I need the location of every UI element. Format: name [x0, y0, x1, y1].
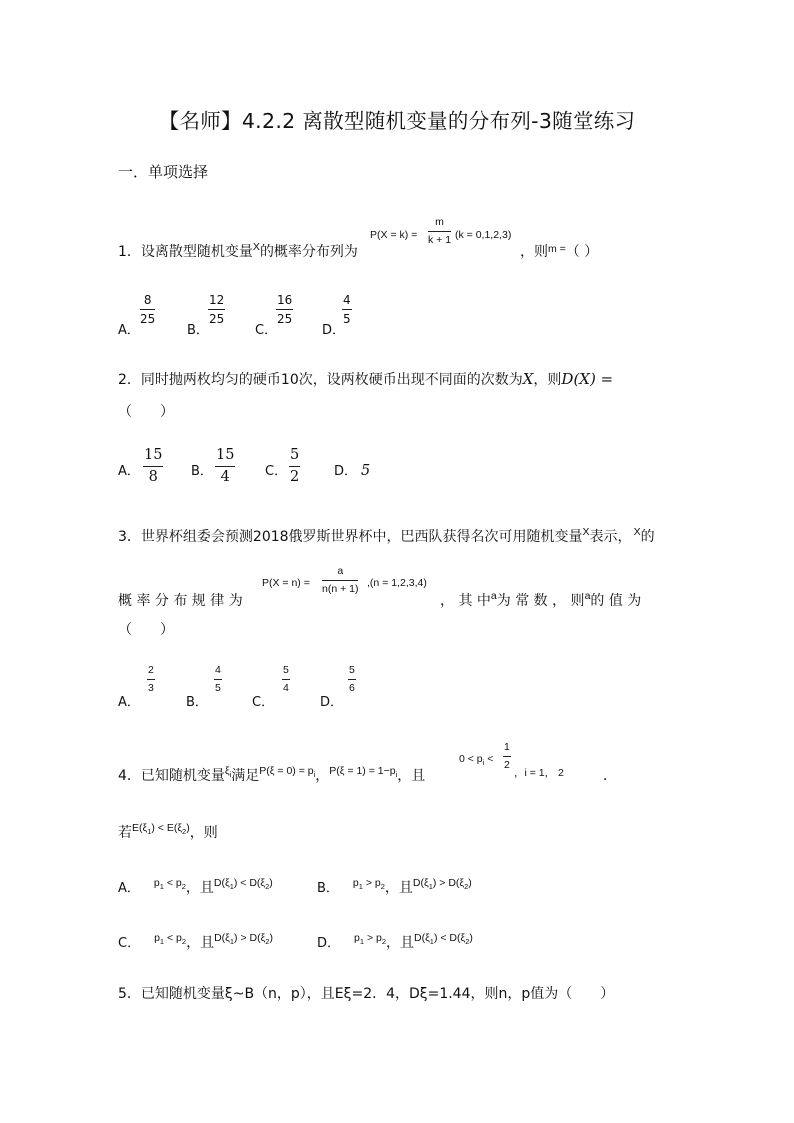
q4-option-b-p: p	[352, 877, 359, 889]
q4-option-b-d: D(ξ	[412, 877, 429, 889]
q3-var-2: X	[633, 526, 641, 538]
q4-option-a[interactable]: A． $^{p_1 < p_2}$，且$^{D(\xi_1) < D(\xi_2)}$	[118, 877, 273, 896]
q4-option-c-and: ，且	[186, 935, 215, 951]
q2-option-b-label[interactable]: B．	[191, 464, 213, 479]
q2-option-b-fraction[interactable]	[215, 448, 235, 484]
q4-option-a-and: ，且	[185, 880, 214, 896]
q2-text-b: ，则	[533, 372, 562, 388]
q4-option-d-and: ，且	[386, 935, 415, 951]
q1-option-b-label[interactable]: B．	[187, 323, 209, 338]
q3-a-var-2: a	[584, 590, 591, 602]
q1-formula-den: k + 1	[428, 231, 451, 246]
q1-option-d-num: 4	[343, 293, 351, 307]
q1-tail	[520, 241, 598, 261]
q2-option-c-num: 5	[290, 447, 300, 463]
q4-f1-sub: i	[313, 770, 316, 779]
q3-line2-d: 的 值 为	[590, 593, 642, 609]
q1-option-d-fraction[interactable]	[342, 294, 352, 325]
q3-line1	[118, 526, 655, 546]
q4-option-a-label: A．	[118, 881, 140, 896]
q2-option-d-label[interactable]	[334, 460, 370, 479]
q3-formula-num: a	[337, 565, 344, 577]
q2-option-c-fraction[interactable]	[289, 448, 300, 484]
q1-option-d-den: 5	[342, 309, 352, 325]
q3-option-a-num: 2	[148, 664, 154, 676]
q4-option-c-label: C．	[118, 936, 141, 951]
q4-option-b-rel: > p	[362, 877, 381, 889]
q4-xi: ξ	[224, 765, 230, 777]
q1-option-c-num: 16	[277, 293, 293, 307]
q2-option-a-label[interactable]: A．	[118, 464, 140, 479]
q3-option-c-num: 5	[283, 664, 289, 676]
q2-paren: （ ）	[118, 404, 174, 420]
q3-formula-left: P(X = n) =	[262, 577, 310, 589]
q4-line2-f: E(ξ	[132, 822, 148, 834]
q3-option-a-fraction[interactable]	[147, 665, 155, 693]
q3-option-c-den: 4	[282, 679, 290, 694]
q2-option-c-den: 2	[289, 466, 300, 485]
question-5-text: 5．已知随机变量ξ~B（n，p），且Eξ=2．4，Dξ=1.44，则n，p值为（ ）	[118, 986, 615, 1002]
q2-dx: D(X) =	[561, 370, 614, 388]
q4-line2-f2: ) < E(ξ	[151, 822, 183, 834]
q4-option-b-label: B．	[317, 881, 339, 896]
q2-option-a-fraction[interactable]	[143, 448, 163, 484]
q3-option-d-fraction[interactable]	[348, 665, 356, 693]
q4-option-c-drel: ) > D(ξ	[234, 932, 266, 944]
q1-option-c-fraction[interactable]	[276, 294, 293, 325]
q4-cond-num: 1	[504, 741, 510, 753]
q3-option-b-num: 4	[215, 664, 221, 676]
q3-line1-c: 的	[640, 529, 655, 545]
q3-option-c-label[interactable]: C．	[252, 695, 275, 710]
q4-cond-left	[459, 753, 493, 765]
q4-comma: ，	[315, 768, 330, 784]
q1-option-c-den: 25	[276, 309, 293, 325]
q4-option-a-rel: < p	[163, 877, 182, 889]
q1-formula-fraction	[428, 217, 451, 245]
q1-formula-num: m	[435, 216, 444, 228]
q4-line2-f3: )	[186, 822, 190, 834]
q1-text	[118, 241, 358, 261]
q4-option-a-d: D(ξ	[213, 877, 230, 889]
q4-cond-mid: <	[484, 753, 494, 765]
q4-option-a-p: p	[153, 877, 160, 889]
q4-xi-sub: i	[229, 770, 232, 779]
q1-option-a-fraction[interactable]	[140, 294, 155, 325]
q3-formula-fraction	[322, 566, 358, 594]
q3-a-var: a	[490, 590, 497, 602]
q1-option-b-fraction[interactable]	[208, 294, 225, 325]
q1-text-b: 的概率分布列为	[259, 244, 358, 260]
q3-formula-right: ,(n = 1,2,3,4)	[367, 577, 427, 589]
q2-text-a: 2．同时抛两枚均匀的硬币10次，设两枚硬币出现不同面的次数为	[118, 372, 523, 388]
q4-option-d-dend: )	[469, 932, 473, 944]
q1-text-c: ，则	[520, 244, 548, 260]
q3-line2-tail	[440, 590, 641, 610]
q1-text-a: 1．设离散型随机变量	[118, 244, 253, 260]
q3-formula-den: n(n + 1)	[322, 580, 358, 595]
q4-f1: P(ξ = 0) = p	[259, 765, 314, 777]
q3-option-d-num: 5	[349, 664, 355, 676]
q2-option-d-value: 5	[361, 463, 371, 479]
q2-text	[118, 369, 613, 389]
q4-option-d-p: p	[354, 932, 360, 944]
q4-option-b-and: ，且	[384, 880, 413, 896]
q1-option-d-label[interactable]: D．	[322, 323, 346, 338]
q2-option-c-label[interactable]: C．	[265, 464, 288, 479]
q3-option-b-label[interactable]: B．	[186, 695, 208, 710]
q4-line1	[118, 765, 425, 785]
q1-option-a-num: 8	[143, 293, 152, 307]
q1-formula-right: (k = 0,1,2,3)	[455, 229, 512, 241]
q3-paren: （ ）	[118, 622, 174, 638]
section-heading: 一．单项选择	[118, 163, 209, 181]
q4-period: ．	[603, 768, 617, 784]
q4-option-c[interactable]: C． $^{p_1 < p_2}$，且$^{D(\xi_1) > D(\xi_2)}$	[118, 932, 273, 951]
q4-f2-sub: i	[395, 770, 398, 779]
q1-option-b-num: 12	[209, 293, 225, 307]
q3-line2-b: ， 其 中	[440, 593, 491, 609]
q4-line2: 若$^{E(\xi_1) < E(\xi_2)}$，则	[118, 822, 218, 841]
q3-line1-b: 表示，	[589, 529, 632, 545]
q3-var: X	[582, 526, 590, 538]
q4-f2: P(ξ = 1) = 1−p	[329, 765, 396, 777]
q4-text-a: 4．已知随机变量	[118, 768, 225, 784]
q3-line2-a: 概 率 分 布 规 律 为	[118, 593, 243, 609]
q4-cond-sub: i	[482, 758, 485, 767]
q4-option-d-d: D(ξ	[414, 932, 430, 944]
q4-cond-right: ，i = 1， 2	[514, 767, 564, 779]
q4-cond-den: 2	[503, 756, 511, 771]
q1-option-a-label[interactable]: A．	[118, 323, 140, 338]
q4-option-d-drel: ) < D(ξ	[433, 932, 466, 944]
q3-option-c-fraction[interactable]	[282, 665, 290, 693]
q2-var: X	[522, 370, 534, 388]
q4-option-b-dend: )	[468, 877, 472, 889]
q4-option-d[interactable]: D． $^{p_1 > p_2}$，且$^{D(\xi_1) < D(\xi_2)}$	[317, 932, 473, 951]
q4-option-c-p: p	[154, 932, 160, 944]
q1-formula-left: P(X = k) =	[370, 229, 418, 241]
q1-m-eq: m =	[548, 243, 566, 255]
q1-option-b-den: 25	[208, 309, 225, 325]
q4-cond-fraction	[503, 742, 511, 770]
q4-option-a-dend: )	[269, 877, 273, 889]
q2-option-a-den: 8	[143, 466, 163, 485]
q4-text-b: 满足	[231, 768, 260, 784]
q2-option-b-num: 15	[216, 447, 235, 463]
q4-option-c-dend: )	[269, 932, 273, 944]
q4-option-d-rel: > p	[364, 932, 382, 944]
q1-paren: （ ）	[565, 244, 599, 260]
q4-cond-left-text: 0 < p	[459, 753, 483, 765]
q3-option-a-label[interactable]: A．	[118, 695, 140, 710]
q2-option-d-label-text: D．	[334, 464, 358, 479]
q1-option-c-label[interactable]: C．	[255, 323, 278, 338]
q2-option-a-num: 15	[144, 447, 163, 463]
page-title: 【名师】4.2.2 离散型随机变量的分布列-3随堂练习	[158, 109, 636, 133]
q4-option-a-drel: ) < D(ξ	[233, 877, 266, 889]
q4-line2-b: ，则	[189, 825, 218, 841]
q3-line1-a: 3．世界杯组委会预测2018俄罗斯世界杯中，巴西队获得名次可用随机变量	[118, 529, 583, 545]
q2-option-b-den: 4	[215, 466, 235, 485]
q1-option-a-den: 25	[140, 309, 155, 325]
q4-option-b[interactable]: B． $^{p_1 > p_2}$，且$^{D(\xi_1) > D(\xi_2)}$	[317, 877, 472, 896]
q1-var: X	[252, 241, 260, 253]
q3-line2-c: 为 常 数 ， 则	[496, 593, 585, 609]
q4-option-c-rel: < p	[164, 932, 182, 944]
q4-option-c-d: D(ξ	[214, 932, 230, 944]
q4-line2-a: 若	[118, 825, 132, 841]
q4-option-b-drel: ) > D(ξ	[432, 877, 465, 889]
q3-option-b-fraction[interactable]	[214, 665, 222, 693]
q4-option-d-label: D．	[317, 936, 341, 951]
q3-option-d-den: 6	[348, 679, 356, 694]
q3-option-b-den: 5	[214, 679, 222, 694]
q3-option-a-den: 3	[147, 679, 155, 694]
q4-text-c: ，且	[397, 768, 426, 784]
q3-option-d-label[interactable]: D．	[320, 695, 344, 710]
